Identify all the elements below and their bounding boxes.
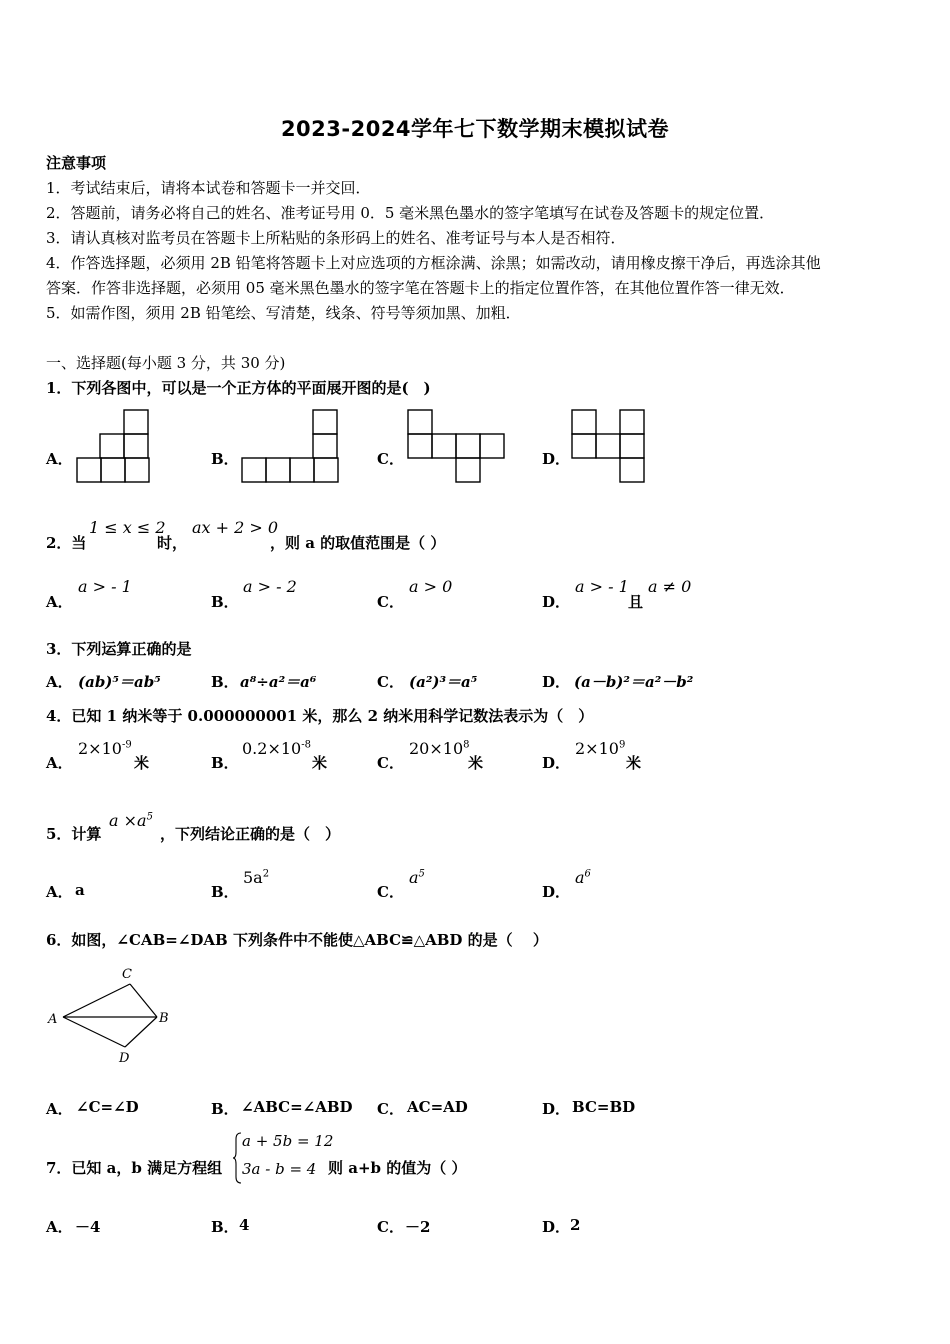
question-4-stem: 4．已知 1 纳米等于 0.000000001 米，那么 2 纳米用科学记数法表示为（ ） [46,707,594,725]
q2-option-d-value2: a ≠ 0 [648,577,692,596]
q5-option-d-label: D． [542,883,571,901]
q5-option-b-label: B． [211,883,239,901]
q7-option-c-label: C． [377,1218,404,1236]
q4-option-c-label: C． [377,754,404,772]
q7-option-a-value: －4 [75,1218,101,1236]
q5-expression: $a \times a^5$ [109,811,153,830]
q5-option-b-value: $5a^2$ [243,868,270,887]
page-title: 2023-2024学年七下数学期末模拟试卷 [280,117,670,141]
q4-option-d-value: $2\times 10^9$ [575,739,626,758]
question-6-stem: 6．如图，∠CAB=∠DAB 下列条件中不能使△ABC≌△ABD 的是（ ） [46,931,548,949]
q5-option-c-label: C． [377,883,404,901]
question-2-suffix: ，则 a 的取值范围是（ ） [270,534,446,552]
q2-option-b-value: a > - 2 [243,577,297,596]
q4-option-d-unit: 米 [626,754,642,772]
q4-option-b-value: $0.2\times 10^{-8}$ [242,739,311,758]
q2-option-a-value: a > - 1 [78,577,132,596]
question-7-suffix: 则 a+b 的值为（ ） [328,1159,467,1177]
q7-equation-2: 3a - b = 4 [242,1160,317,1178]
q3-option-c-value: (a²)³＝a⁵ [409,673,478,691]
q6-option-b-label: B． [211,1100,239,1118]
q5-option-a-label: A． [46,883,73,901]
question-1-stem: 1．下列各图中，可以是一个正方体的平面展开图的是( ) [46,379,431,397]
q6-option-d-value: BC=BD [572,1098,636,1116]
q2-expression: ax + 2 > 0 [192,518,279,537]
q7-option-d-value: 2 [570,1216,581,1234]
q7-option-d-label: D． [542,1218,571,1236]
q4-option-a-value: $2\times 10^{-9}$ [78,739,132,758]
q7-option-b-label: B． [211,1218,239,1236]
question-3-stem: 3．下列运算正确的是 [46,640,192,658]
q1-option-b-label: B． [211,450,239,468]
q6-option-a-value: ∠C=∠D [76,1098,139,1116]
q3-option-a-label: A． [46,673,73,691]
q5-option-d-value: $a^6$ [575,868,591,887]
q6-option-d-label: D． [542,1100,571,1118]
q1-net-d-figure [571,409,647,483]
q6-option-b-value: ∠ABC=∠ABD [241,1098,353,1116]
q6-point-c-label: C [122,967,132,982]
q1-net-a-figure [76,409,150,483]
q2-option-c-value: a > 0 [409,577,453,596]
q2-option-d-value: a > - 1 [575,577,629,596]
q4-option-b-label: B． [211,754,239,772]
notice-item: 4．作答选择题，必须用 2B 铅笔将答题卡上对应选项的方框涂满、涂黑；如需改动，请用橡皮擦干净后，再选涂其他 [46,254,821,272]
notice-item: 答案．作答非选择题，必须用 05 毫米黑色墨水的签字笔在答题卡上的指定位置作答，在其他位置作答一律无效． [46,279,795,297]
q1-option-c-label: C． [377,450,404,468]
q1-net-b-figure [241,409,339,483]
q5-option-c-value: $a^5$ [409,868,425,887]
q4-option-d-label: D． [542,754,571,772]
q7-option-b-value: 4 [239,1216,250,1234]
q4-option-b-unit: 米 [312,754,328,772]
notice-heading: 注意事项 [46,154,107,172]
q3-option-c-label: C． [377,673,404,691]
q6-point-a-label: A [48,1012,58,1027]
question-2-prefix: 2．当 [46,534,87,552]
q2-option-c-label: C． [377,593,404,611]
q6-quadrilateral-figure [45,962,175,1066]
q2-condition: 1 ≤ x ≤ 2 [89,518,166,537]
q7-option-c-value: －2 [405,1218,431,1236]
q6-point-b-label: B [159,1011,169,1026]
q2-option-d-label: D． [542,593,571,611]
notice-item: 1．考试结束后，请将本试卷和答题卡一并交回． [46,179,371,197]
question-5-suffix: ，下列结论正确的是（ ） [160,825,341,843]
q4-option-a-unit: 米 [134,754,150,772]
q7-equation-1: a + 5b = 12 [242,1132,334,1150]
q3-option-b-label: B． [211,673,239,691]
q6-point-d-label: D [119,1051,130,1066]
notice-item: 3．请认真核对监考员在答题卡上所粘贴的条形码上的姓名、准考证号与本人是否相符． [46,229,626,247]
q2-option-a-label: A． [46,593,73,611]
q7-option-a-label: A． [46,1218,73,1236]
q4-option-c-value: $20\times 10^8$ [409,739,470,758]
q6-option-a-label: A． [46,1100,73,1118]
q3-option-d-value: (a－b)²＝a²－b² [574,673,694,691]
notice-item: 2．答题前，请务必将自己的姓名、准考证号用 0．5 毫米黑色墨水的签字笔填写在试卷及答题卡的规定位置． [46,204,775,222]
q1-option-a-label: A． [46,450,73,468]
q3-option-b-value: a⁸÷a²＝a⁶ [240,673,317,691]
q2-option-d-joiner: 且 [628,593,644,611]
q1-option-d-label: D． [542,450,571,468]
q6-option-c-value: AC=AD [407,1098,468,1116]
question-2-mid: 时， [157,534,188,552]
q6-option-c-label: C． [377,1100,404,1118]
q4-option-a-label: A． [46,754,73,772]
q1-net-c-figure [407,409,505,483]
q4-option-c-unit: 米 [468,754,484,772]
q3-option-d-label: D． [542,673,571,691]
question-5-prefix: 5．计算 [46,825,102,843]
q2-option-b-label: B． [211,593,239,611]
q3-option-a-value: (ab)⁵＝ab⁵ [78,673,161,691]
notice-item: 5．如需作图，须用 2B 铅笔绘、写清楚，线条、符号等须加黑、加粗． [46,304,521,322]
q7-brace-icon [232,1132,242,1184]
section-heading: 一、选择题(每小题 3 分，共 30 分) [46,354,286,372]
q5-option-a-value: a [75,881,85,899]
question-7-prefix: 7．已知 a，b 满足方程组 [46,1159,223,1177]
